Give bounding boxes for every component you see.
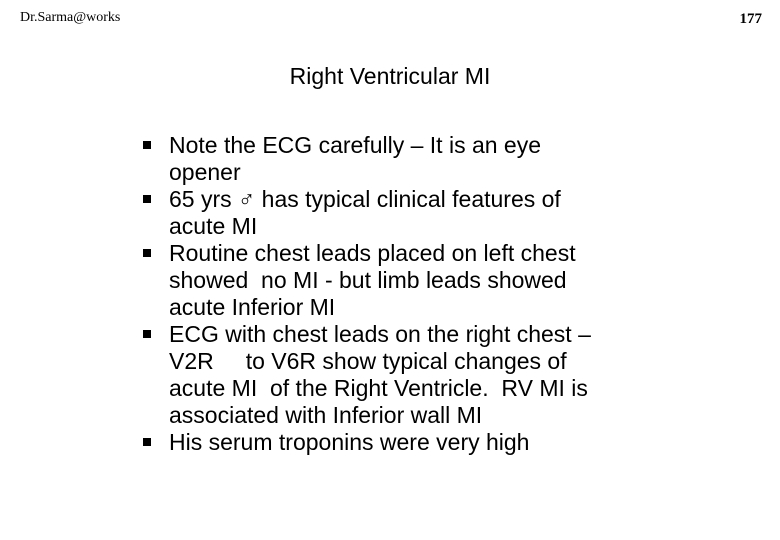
author-label: Dr.Sarma@works (20, 10, 121, 25)
bullet-square-icon (143, 438, 151, 446)
bullet-square-icon (143, 330, 151, 338)
bullet-line: His serum troponins were very high (169, 429, 530, 455)
bullet-square-icon (143, 249, 151, 257)
bullet-item (143, 132, 683, 186)
page-number: 177 (739, 11, 762, 27)
bullet-item (143, 240, 683, 321)
bullet-line: acute MI (169, 213, 258, 239)
bullet-line: acute MI of the Right Ventricle. RV MI is (169, 375, 588, 401)
bullet-line: 65 yrs ♂ has typical clinical features of (169, 186, 561, 212)
bullet-line: V2R to V6R show typical changes of (169, 348, 567, 374)
bullet-line: opener (169, 159, 241, 185)
bullet-line: showed no MI - but limb leads showed (169, 267, 567, 293)
bullet-item (143, 429, 683, 456)
bullet-line: Note the ECG carefully – It is an eye (169, 132, 542, 158)
bullet-item (143, 186, 683, 240)
bullet-square-icon (143, 141, 151, 149)
slide-title: Right Ventricular MI (289, 63, 491, 89)
bullet-list (143, 132, 683, 456)
bullet-line: acute Inferior MI (169, 294, 336, 320)
bullet-item (143, 321, 683, 429)
bullet-line: ECG with chest leads on the right chest – (169, 321, 591, 347)
bullet-square-icon (143, 195, 151, 203)
bullet-line: Routine chest leads placed on left chest (169, 240, 576, 266)
bullet-line: associated with Inferior wall MI (169, 402, 483, 428)
